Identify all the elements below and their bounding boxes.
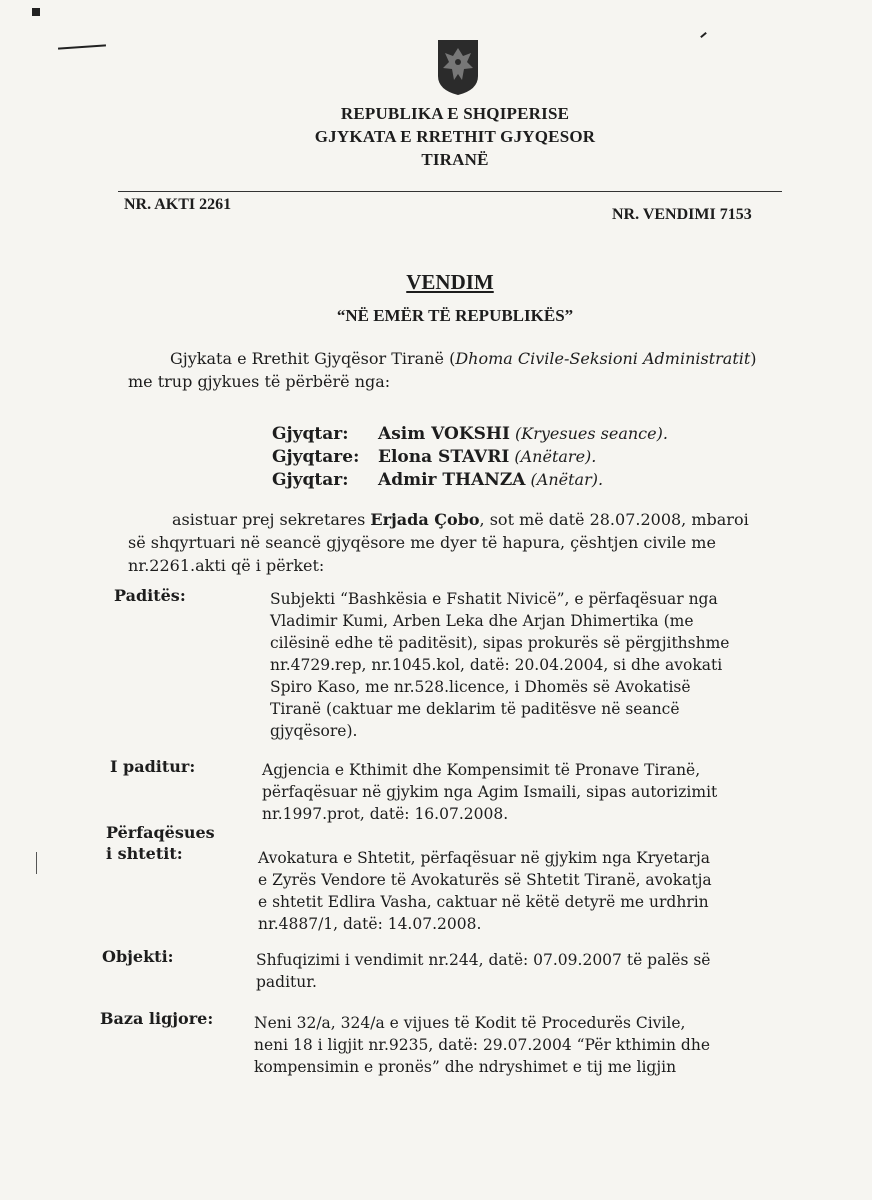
assisted-line-3: nr.2261.akti që i përket: [128, 556, 325, 575]
judge-name: Asim VOKSHI [378, 424, 510, 444]
judge-row-2 [272, 447, 359, 467]
defendant-line: Agjencia e Kthimit dhe Kompensimit të Pronave Tiranë, [262, 761, 701, 779]
legal-line: kompensimin e pronës” dhe ndryshimet e tij me ligjin [254, 1058, 677, 1076]
judge-row-1 [272, 424, 349, 444]
judge-name-row-3 [378, 470, 603, 490]
intro-line-2: me trup gjykues të përbërë nga: [128, 372, 391, 391]
object-line: Shfuqizimi i vendimit nr.244, datë: 07.09.2007 të palës së [256, 951, 711, 969]
document-subtitle: “NË EMËR TË REPUBLIKËS” [336, 306, 574, 325]
scan-mark-margin [36, 852, 37, 874]
object-line: paditur. [256, 973, 317, 991]
header-divider [118, 191, 782, 192]
judge-note: (Anëtar). [530, 470, 604, 489]
defendant-label: I paditur: [110, 757, 196, 776]
scan-mark-top-left [32, 8, 40, 16]
judge-role: Gjyqtare: [272, 447, 360, 467]
defendant-line: nr.1997.prot, datë: 16.07.2008. [262, 805, 509, 823]
object-label: Objekti: [102, 947, 174, 966]
document-title: VENDIM [406, 270, 494, 294]
assisted-line-2: së shqyrtuari në seancë gjyqësore me dyer të hapura, çështjen civile me [128, 533, 716, 552]
plaintiff-line: Spiro Kaso, me nr.528.licence, i Dhomës së Avokatisë [270, 678, 691, 696]
state-line: e shtetit Edlira Vasha, caktuar në këtë detyrë me urdhrin [258, 893, 709, 911]
judge-note: (Anëtare). [514, 447, 597, 466]
defendant-text [262, 759, 802, 825]
plaintiff-line: nr.4729.rep, nr.1045.kol, datë: 20.04.2004, si dhe avokati [270, 656, 723, 674]
state-line: e Zyrës Vendore të Avokaturës së Shtetit Tiranë, avokatja [258, 871, 712, 889]
intro-line-1 [170, 348, 810, 370]
judge-role: Gjyqtar: [272, 424, 349, 444]
plaintiff-line: Subjekti “Bashkësia e Fshatit Nivicë”, e përfaqësuar nga [270, 590, 718, 608]
plaintiff-text [270, 588, 800, 742]
intro-paren: ) [750, 349, 757, 368]
state-line: nr.4887/1, datë: 14.07.2008. [258, 915, 482, 933]
judge-name-row-2 [378, 447, 596, 467]
header-republic: REPUBLIKA E SHQIPERISE [340, 104, 570, 123]
act-number: NR. AKTI 2261 [124, 196, 232, 213]
plaintiff-line: gjyqësore). [270, 722, 358, 740]
object-text [256, 949, 806, 993]
plaintiff-line: Vladimir Kumi, Arben Leka dhe Arjan Dhimertika (me [270, 612, 694, 630]
intro-court-name: Gjykata e Rrethit Gjyqësor Tiranë ( [170, 349, 456, 368]
state-label-line-2: i shtetit: [106, 844, 183, 863]
secretary-name: Erjada Çobo [370, 510, 480, 529]
plaintiff-line: cilësinë edhe të paditësit), sipas prokurës së përgjithshme [270, 634, 730, 652]
judge-role: Gjyqtar: [272, 470, 349, 490]
scan-mark-dash [58, 44, 106, 49]
state-text [258, 847, 804, 935]
plaintiff-label: Paditës: [114, 586, 186, 605]
scan-mark-small [700, 32, 707, 38]
plaintiff-line: Tiranë (caktuar me deklarim të paditësve në seancë [270, 700, 680, 718]
judge-name: Admir THANZA [378, 470, 526, 490]
defendant-line: përfaqësuar në gjykim nga Agim Ismaili, sipas autorizimit [262, 783, 718, 801]
assisted-text: asistuar prej sekretares [172, 510, 371, 529]
legal-line: neni 18 i ligjit nr.9235, datë: 29.07.2004 “Për kthimin dhe [254, 1036, 710, 1054]
judge-row-3 [272, 470, 349, 490]
state-label-line-1: Përfaqësues [106, 823, 215, 842]
state-line: Avokatura e Shtetit, përfaqësuar në gjykim nga Kryetarja [258, 849, 710, 867]
header-city: TIRANË [421, 150, 489, 169]
assisted-line-1 [172, 509, 812, 531]
albanian-eagle-emblem-icon [436, 38, 480, 96]
legal-basis-label: Baza ligjore: [100, 1009, 214, 1028]
judge-name: Elona STAVRI [378, 447, 510, 467]
assisted-date: , sot më datë 28.07.2008, mbaroi [479, 510, 749, 529]
judge-name-row-1 [378, 424, 668, 444]
decision-number: NR. VENDIMI 7153 [612, 206, 752, 223]
legal-basis-text [254, 1012, 806, 1078]
judge-note: (Kryesues seance). [515, 424, 668, 443]
intro-chamber: Dhoma Civile-Seksioni Administratit [455, 349, 751, 368]
legal-line: Neni 32/a, 324/a e vijues të Kodit të Procedurës Civile, [254, 1014, 686, 1032]
header-court: GJYKATA E RRETHIT GJYQESOR [314, 127, 596, 146]
